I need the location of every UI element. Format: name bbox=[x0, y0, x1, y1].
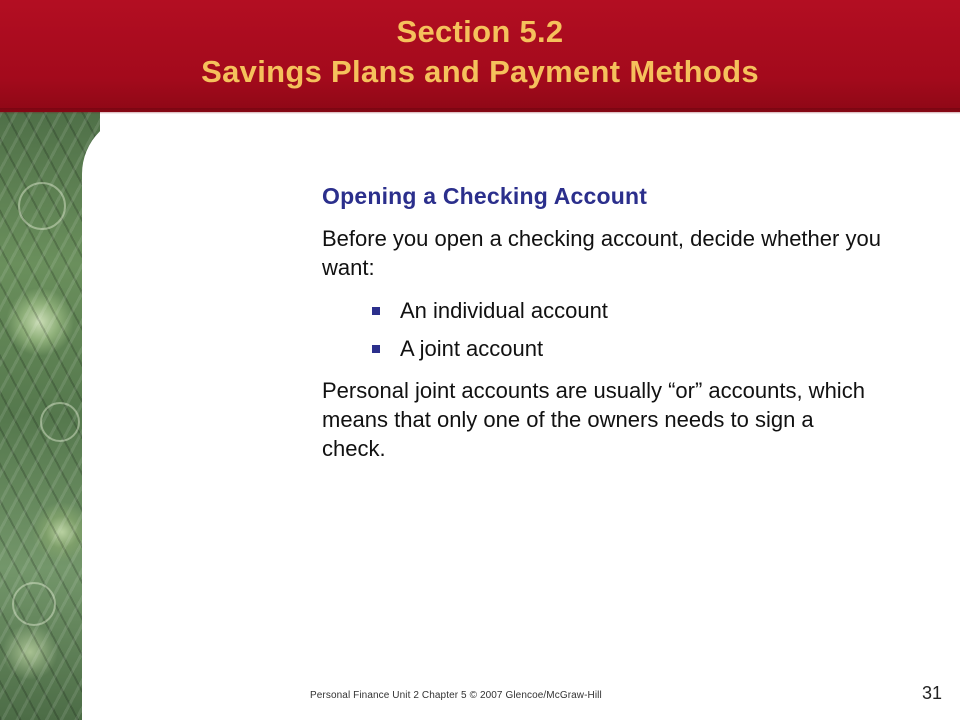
currency-seal-decoration bbox=[18, 182, 66, 230]
slide-body bbox=[322, 180, 882, 463]
square-bullet-icon bbox=[372, 345, 380, 353]
currency-seal-decoration bbox=[12, 582, 56, 626]
section-heading: Opening a Checking Account bbox=[322, 183, 648, 209]
list-item bbox=[322, 330, 882, 368]
page-number: 31 bbox=[921, 683, 942, 703]
footer-credit: Personal Finance Unit 2 Chapter 5 © 2007 Glencoe/McGraw-Hill bbox=[310, 690, 602, 701]
list-item-label: An individual account bbox=[400, 298, 608, 323]
list-item bbox=[322, 292, 882, 330]
account-type-list bbox=[322, 292, 882, 368]
intro-paragraph: Before you open a checking account, decide whether you want: bbox=[322, 226, 881, 280]
currency-seal-decoration bbox=[40, 402, 80, 442]
square-bullet-icon bbox=[372, 307, 380, 315]
slide-title bbox=[0, 12, 960, 92]
slide-title-line2: Savings Plans and Payment Methods bbox=[201, 54, 759, 89]
list-item-label: A joint account bbox=[400, 336, 544, 361]
slide-title-line1: Section 5.2 bbox=[396, 14, 564, 49]
header-shadow bbox=[0, 108, 960, 114]
closing-paragraph: Personal joint accounts are usually “or” accounts, which means that only one of the owners needs to sign a check. bbox=[322, 378, 865, 461]
